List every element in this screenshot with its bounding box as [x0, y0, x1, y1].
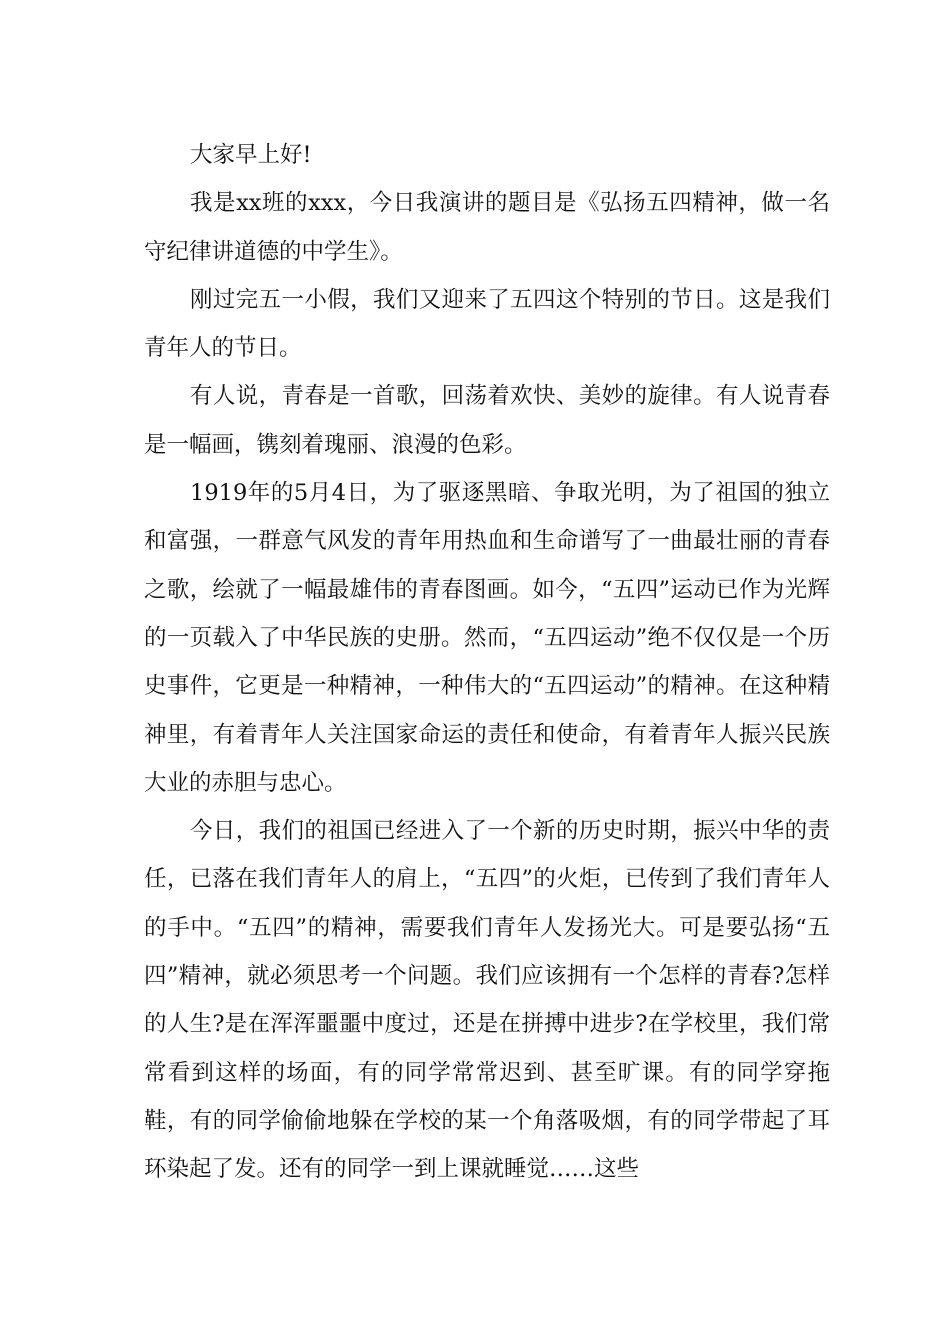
paragraph-youth-metaphor: 有人说，青春是一首歌，回荡着欢快、美妙的旋律。有人说青春是一幅画，镌刻着瑰丽、浪漫的色彩。 — [144, 383, 830, 458]
document-body — [144, 131, 830, 1194]
paragraph-greeting: 大家早上好! — [190, 142, 312, 168]
paragraph-holiday: 刚过完五一小假，我们又迎来了五四这个特别的节日。这是我们青年人的节日。 — [144, 286, 830, 362]
paragraph-present-day: 今日，我们的祖国已经进入了一个新的历史时期，振兴中华的责任，已落在我们青年人的肩上，“五四”的火炬，已传到了我们青年人的手中。“五四”的精神，需要我们青年人发扬光大。可是要弘扬“五四”精神，就必须思考一个问题。我们应该拥有一个怎样的青春?怎样的人生?是在浑浑噩噩中度过，还是在拼搏中进步?在学校里，我们常常看到这样的场面，有的同学常常迟到、甚至旷课。有的同学穿拖鞋，有的同学偷偷地躲在学校的某一个角落吸烟，有的同学带起了耳环染起了发。还有的同学一到上课就睡觉……这些 — [144, 818, 830, 1183]
paragraph-history: 1919年的5月4日，为了驱逐黑暗、争取光明，为了祖国的独立和富强，一群意气风发的青年用热血和生命谱写了一曲最壮丽的青春之歌，绘就了一幅最雄伟的青春图画。如今，“五四”运动已作为光辉的一页载入了中华民族的史册。然而，“五四运动”绝不仅仅是一个历史事件，它更是一种精神，一种伟大的“五四运动”的精神。在这种精神里，有着青年人关注国家命运的责任和使命，有着青年人振兴民族大业的赤胆与忠心。 — [144, 480, 830, 796]
paragraph-introduction: 我是xx班的xxx，今日我演讲的题目是《弘扬五四精神，做一名守纪律讲道德的中学生》。 — [144, 190, 830, 265]
